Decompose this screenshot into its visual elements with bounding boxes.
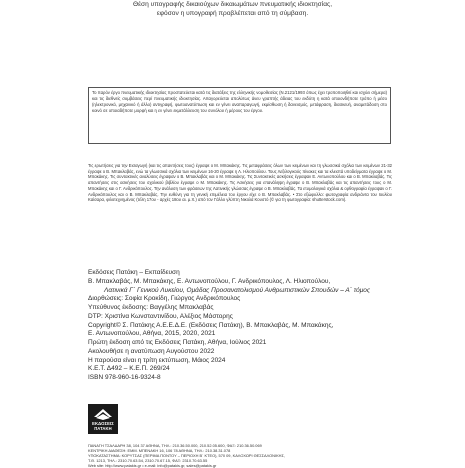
publisher-logo	[88, 404, 118, 434]
imprint-copyright-cont: Ε. Αντωνοπούλου, Αθήνα, 2015, 2020, 2021	[88, 330, 216, 338]
publisher-logo-line-1: ΕΚΔΟΣΕΙΣ	[92, 421, 114, 426]
footer-central-distribution: ΚΕΝΤΡΙΚΗ ΔΙΑΘΕΣΗ: ΕΜΜ. ΜΠΕΝΑΚΗ 16, 106 78 ΑΘΗΝΑ, ΤΗΛ.: 210.38.31.078	[88, 448, 231, 454]
publisher-contact-footer	[88, 443, 408, 468]
footer-web-email: Web site: http://www.patakis.gr • e-mail: info@patakis.gr, sales@patakis.gr	[88, 463, 217, 468]
imprint-publisher: Εκδόσεις Πατάκη – Εκπαίδευση	[88, 269, 180, 276]
imprint-current-print: Η παρούσα είναι η τρίτη εκτύπωση, Μάιος 2024	[88, 356, 226, 364]
signature-note-line-2: εφόσον η υπογραφή προβλέπεται από τη σύμβαση.	[156, 10, 309, 17]
imprint-codes: Κ.Ε.Τ. Δ492 – Κ.Ε.Π. 269/24	[88, 365, 170, 373]
signature-note	[0, 0, 465, 18]
publisher-logo-line-2: ΠΑΤΑΚΗ	[94, 426, 112, 431]
imprint-first-edition: Πρώτη έκδοση από τις Εκδόσεις Πατάκη, Αθήνα, Ιούλιος 2021	[88, 339, 267, 346]
imprint-editor: Υπεύθυνος έκδοσης: Βαγγέλης Μπακλαβάς	[88, 304, 214, 311]
imprint-reprint: Ακολουθήσε η ανατύπωση Αυγούστου 2022	[88, 347, 215, 355]
imprint-authors: Β. Μπακλαβάς, Μ. Μπακάκης, Ε. Αντωνοπούλου, Γ. Ανδρικόπουλος, Λ. Ηλιοπούλου,	[88, 277, 331, 285]
copyright-legal-notice: Το παρόν έργο πνευματικής ιδιοκτησίας προστατεύεται κατά τις διατάξεις της ελληνικής νομοθεσίας (Ν.2121/1993 όπως έχει τροποποιηθεί και ισχύει σήμερα) και τις διεθνείς συμβάσεις περί πνευματικής ιδιοκτησίας. Απαγορεύεται απολύτως άνευ γραπτής άδειας του εκδότη η κατά οποιονδήποτε τρόπο ή μέσο (ηλεκτρονικό, μηχανικό ή άλλο) αντιγραφή, φωτοανατύπωση και εν γένει αναπαραγωγή, εκμίσθωση ή δανεισμός, μετάφραση, διασκευή, αναμετάδοση στο κοινό σε οποιαδήποτε μορφή και η εν γένει εκμετάλλευση του συνόλου ή μέρους του έργου.	[88, 87, 391, 144]
imprint-dtp: DTP: Χριστίνα Κωνσταντινίδου, Αλέξιος Μάστορης	[88, 312, 233, 320]
imprint-book-title: Λατινικά Γ΄ Γενικού Λυκείου, Ομάδας Προσανατολισμού Ανθρωπιστικών Σπουδών – Α΄ τόμος	[104, 286, 371, 294]
footer-branch-thessaloniki: ΥΠΟΚΑΤΑΣΤΗΜΑ: ΚΟΡΥΤΣΑΣ (ΠΕΡΙΜΑ ΠΟΝΤΟΥ – ΠΕΡΙΟΧΗ Β΄ ΚΤΕΟ), 570 09, ΚΑΛΟΧΩΡΙ ΘΕΣΣΑΛΟΝΙΚΗΣ,	[88, 453, 285, 459]
imprint-copyright: Copyright© Σ. Πατάκης Α.Ε.Ε.Δ.Ε. (Εκδόσεις Πατάκη), Β. Μπακλαβάς, Μ. Μπακάκης,	[88, 321, 334, 329]
imprint-isbn: ISBN 978-960-16-9324-8	[88, 374, 161, 381]
imprint-proofreading: Διορθώσεις: Σοφία Κροκίδη, Γιώργος Ανδρικόπουλος	[88, 295, 241, 303]
signature-note-line-1: Θέση υπογραφής δικαιούχων δικαιωμάτων πνευματικής ιδιοκτησίας,	[132, 1, 333, 8]
imprint-block	[88, 269, 371, 383]
authorship-credits: Τις ερωτήσεις για την Εισαγωγή (και τις απαντήσεις τους) έγραψε ο Μ. Μπακάκης. Τις μεταφράσεις όλων των κειμένων και τη γλωσσικά σχόλια των κειμένων 21-32 έγραψε ο Β. Μπακλαβάς, ενώ τα γλωσσικά σχόλια των κειμένων 16-20 έγραψε η Λ. Ηλιοπούλου. Τους Λεξιλογικούς πίνακες και τα κλειστά υποδείγματα έγραψε ο Μ. Μπακάκης. Τις συντακτικές αναλύσεις έγραψαν ο Β. Μπακλαβάς και ο Μ. Μπακάκης. Τις Συντακτικές ασκήσεις έγραψαν Ε. Αντωνοπούλου και ο Β. Μπακλαβάς. Τις απαντήσεις στις ασκήσεις του σχολικού βιβλίου έγραψε ο Μ. Μπακάκης. Τις Ασκήσεις για επανάληψη έγραψε ο Β. Μπακλαβάς και τις απαντήσεις τους ο Μ. Μπακάκης και ο Γ. Ανδρικόπουλος. Την ανάλυση των φράσεων της Λατινικής γλώσσας έγραψε ο Β. Μπακλαβάς. Τα ετυμολογικά σχόλια & ορθογραφία έγραψαν ο Γ. Ανδρικόπουλος και ο Β. Μπακλαβάς. Την ευθύνη για τη γενική επιμέλεια του έργου είχε ο Β. Μπακλαβάς. • Στο εξώφυλλο: φωτογραφία ανδριάντα του Ιουλίου Καίσαρα, φιλοτεχνημένος (τέλη 17ου - αρχές 18ου αι. μ.Χ.) από τον Γάλλο γλύπτη Νικολά Κουστό (© για τη φωτογραφία: shutterstock.com).	[88, 163, 392, 203]
footer-branch-contact: Τ.Θ. 1213, ΤΗΛ.: 2310.70.63.54, 2310.70.67.15, ΦΑΞ: 2310.70.63.55	[88, 458, 208, 464]
footer-address-athens: ΠΑΝΑΓΗ ΤΣΑΛΔΑΡΗ 38, 104 37 ΑΘΗΝΑ, ΤΗΛ.: 210.36.50.000, 210.52.05.600, ΦΑΞ: 210.36.50.069	[88, 443, 262, 448]
